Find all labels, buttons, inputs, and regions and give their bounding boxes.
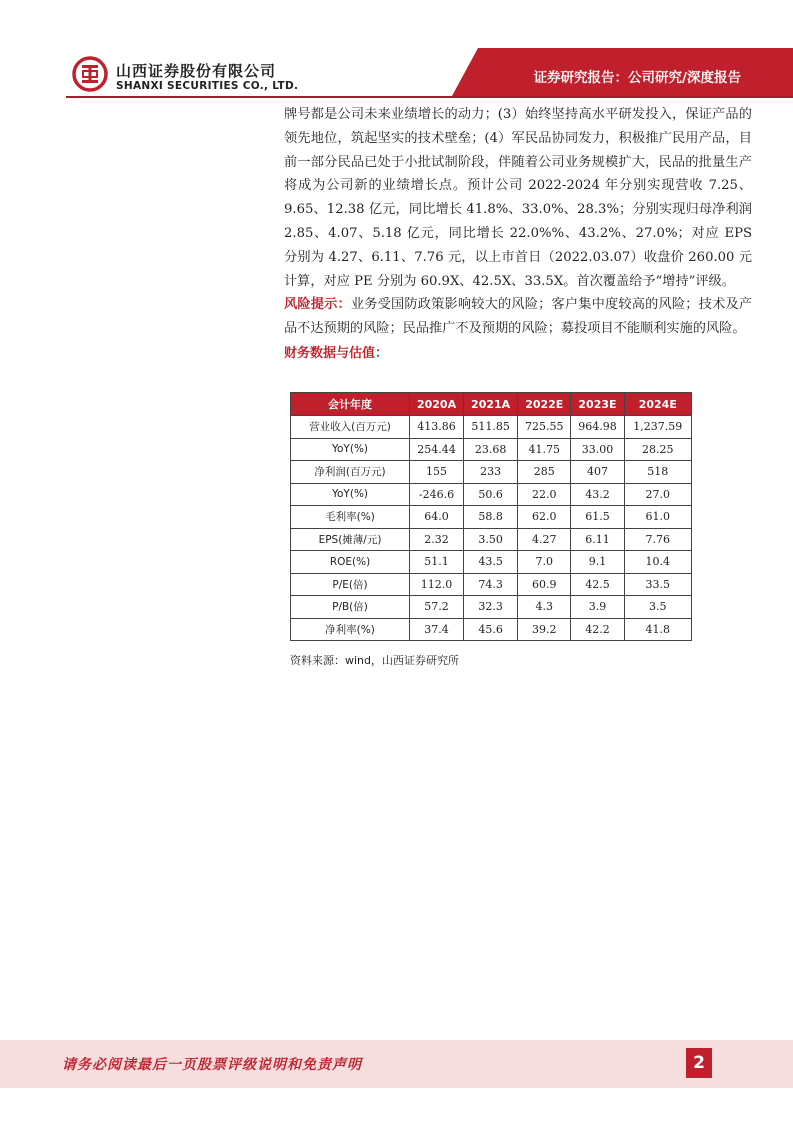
table-cell: 62.0 [518,506,571,529]
table-cell: 155 [410,461,464,484]
table-cell: 33.00 [571,438,624,461]
year-header: 2020A [410,393,464,416]
table-cell: 1,237.59 [624,416,691,439]
table-header-row [291,393,692,416]
table-title: 财务数据与估值： [284,345,389,361]
company-name-cn: 山西证券股份有限公司 [116,62,277,80]
year-header: 2021A [464,393,518,416]
table-cell: 518 [624,461,691,484]
table-cell: 7.0 [518,551,571,574]
table-cell: -246.6 [410,483,464,506]
table-cell: 60.9 [518,573,571,596]
table-row [291,528,692,551]
table-cell: 32.3 [464,596,518,619]
row-label: YoY(%) [291,483,410,506]
page-number: 2 [686,1048,712,1078]
year-header: 2022E [518,393,571,416]
row-label: P/B(倍) [291,596,410,619]
table-row [291,483,692,506]
row-label: ROE(%) [291,551,410,574]
table-cell: 33.5 [624,573,691,596]
header-divider [66,96,793,98]
table-cell: 39.2 [518,618,571,641]
table-cell: 2.32 [410,528,464,551]
table-cell: 42.2 [571,618,624,641]
table-row [291,618,692,641]
table-cell: 51.1 [410,551,464,574]
table-cell: 964.98 [571,416,624,439]
table-cell: 511.85 [464,416,518,439]
table-row [291,573,692,596]
table-cell: 43.2 [571,483,624,506]
row-label: 毛利率(%) [291,506,410,529]
table-cell: 50.6 [464,483,518,506]
row-label: 净利润(百万元) [291,461,410,484]
report-body [284,103,752,365]
table-row [291,438,692,461]
table-cell: 3.5 [624,596,691,619]
table-cell: 74.3 [464,573,518,596]
table-cell: 64.0 [410,506,464,529]
page-header [0,0,793,100]
row-label: 净利率(%) [291,618,410,641]
table-cell: 413.86 [410,416,464,439]
row-label: YoY(%) [291,438,410,461]
table-cell: 7.76 [624,528,691,551]
risk-text: 业务受国防政策影响较大的风险；客户集中度较高的风险；技术及产品不达预期的风险；民品推广不及预期的风险；募投项目不能顺利实施的风险。 [284,297,753,337]
table-cell: 725.55 [518,416,571,439]
table-cell: 28.25 [624,438,691,461]
year-header: 2024E [624,393,691,416]
table-cell: 407 [571,461,624,484]
table-cell: 112.0 [410,573,464,596]
table-cell: 41.8 [624,618,691,641]
table-cell: 57.2 [410,596,464,619]
table-cell: 58.8 [464,506,518,529]
table-cell: 22.0 [518,483,571,506]
table-cell: 27.0 [624,483,691,506]
table-cell: 3.9 [571,596,624,619]
table-row [291,551,692,574]
table-cell: 254.44 [410,438,464,461]
table-cell: 41.75 [518,438,571,461]
footer-disclaimer: 请务必阅读最后一页股票评级说明和免责声明 [62,1057,362,1073]
table-cell: 43.5 [464,551,518,574]
forecast-paragraph: 牌号都是公司未来业绩增长的动力；(3）始终坚持高水平研发投入，保证产品的领先地位，筑起坚实的技术壁垒；(4）军民品协同发力，积极推广民用产品，目前一部分民品已处于小批试制阶段，伴随着公司业务规模扩大，民品的批量生产将成为公司新的业绩增长点。预计公司 2022-2024 年分别实现营收 7.25、9.65、12.38 亿元，同比增长 41.8%、33.0%、28.3%；分别实现归母净利润 2.85、4.07、5.18 亿元，同比增长 22.0%%、43.2%、27.0%；对应 EPS 分别为 4.27、6.11、7.76 元，以上市首日（2022.03.07）收盘价 260.00 元计算，对应 PE 分别为 60.9X、42.5X、33.5X。首次覆盖给予“增持”评级。 [284,107,752,289]
table-row [291,461,692,484]
table-cell: 4.3 [518,596,571,619]
table-row [291,506,692,529]
row-label: P/E(倍) [291,573,410,596]
table-cell: 6.11 [571,528,624,551]
risk-paragraph [284,293,752,341]
table-row [291,416,692,439]
risk-label: 风险提示： [284,297,351,313]
table-cell: 285 [518,461,571,484]
company-logo-icon [72,56,108,92]
row-label: 营业收入(百万元) [291,416,410,439]
table-cell: 4.27 [518,528,571,551]
table-row [291,596,692,619]
table-cell: 10.4 [624,551,691,574]
header-label: 会计年度 [291,393,410,416]
company-name-en: SHANXI SECURITIES CO., LTD. [116,80,299,92]
table-cell: 45.6 [464,618,518,641]
year-header: 2023E [571,393,624,416]
table-cell: 3.50 [464,528,518,551]
table-cell: 37.4 [410,618,464,641]
table-cell: 9.1 [571,551,624,574]
data-source: 资料来源：wind，山西证券研究所 [290,654,460,667]
table-cell: 42.5 [571,573,624,596]
table-cell: 61.0 [624,506,691,529]
row-label: EPS(摊薄/元) [291,528,410,551]
table-cell: 233 [464,461,518,484]
page-footer [0,1040,793,1088]
table-cell: 23.68 [464,438,518,461]
financial-table [290,392,692,641]
table-cell: 61.5 [571,506,624,529]
report-type: 证券研究报告：公司研究/深度报告 [533,70,741,86]
